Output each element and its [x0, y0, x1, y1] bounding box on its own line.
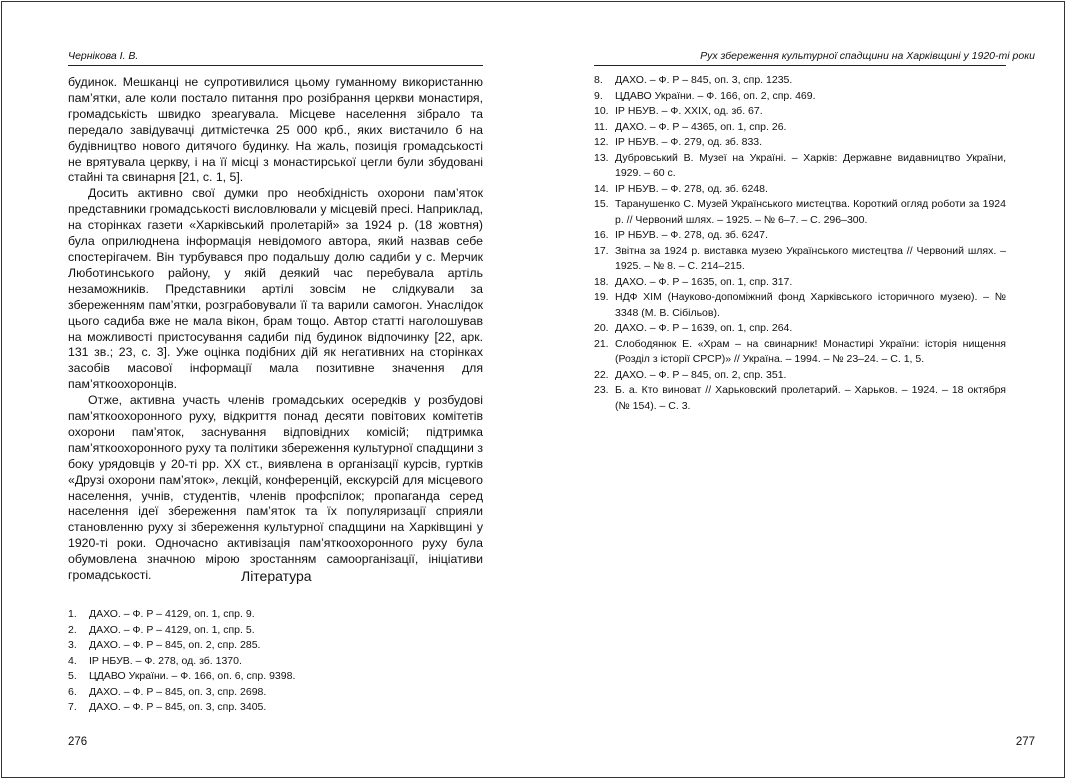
reference-text: ДАХО. – Ф. Р – 1635, оп. 1, спр. 317.: [615, 275, 793, 288]
reference-text: ЦДАВО України. – Ф. 166, оп. 6, спр. 9398.: [89, 670, 296, 682]
reference-item: [594, 337, 1006, 368]
reference-list-left: [68, 607, 483, 716]
reference-text: ДАХО. – Ф. Р – 845, оп. 3, спр. 3405.: [89, 701, 267, 713]
reference-item: [594, 73, 1006, 89]
reference-list-right: [594, 73, 1006, 414]
reference-number: 1.: [68, 608, 77, 620]
reference-text: ІР НБУВ. – Ф. 278, од. зб. 1370.: [89, 654, 242, 667]
reference-text: ДАХО. – Ф. Р – 4365, оп. 1, спр. 26.: [615, 120, 787, 133]
reference-item: [68, 623, 483, 639]
reference-number: 13.: [594, 151, 609, 164]
reference-item: [594, 368, 1006, 384]
reference-number: 11.: [594, 120, 608, 133]
reference-item: [594, 89, 1006, 105]
reference-text: НДФ ХІМ (Науково-допоміжний фонд Харківського історичного музею). – № 3348 (М. В. Сібільов).: [615, 291, 1006, 319]
running-head-right: Рух збереження культурної спадщини на Харківщині у 1920-ті роки: [700, 50, 1035, 62]
reference-number: 14.: [594, 182, 609, 195]
reference-number: 8.: [594, 74, 603, 86]
reference-number: 15.: [594, 198, 609, 210]
reference-number: 16.: [594, 229, 609, 241]
reference-number: 7.: [68, 701, 77, 713]
reference-item: [594, 275, 1006, 291]
reference-item: [594, 228, 1006, 244]
header-rule-left: [68, 65, 483, 66]
reference-number: 22.: [594, 368, 609, 381]
literature-heading: Література: [241, 568, 312, 584]
reference-number: 17.: [594, 244, 609, 257]
reference-number: 12.: [594, 136, 609, 148]
reference-text: ІР НБУВ. – Ф. 278, од. зб. 6247.: [615, 229, 768, 241]
reference-number: 23.: [594, 384, 609, 396]
reference-item: [594, 120, 1006, 136]
reference-text: ДАХО. – Ф. Р – 4129, оп. 1, спр. 9.: [89, 608, 255, 620]
left-page: [2, 2, 534, 777]
reference-item: [68, 685, 483, 701]
reference-text: ДАХО. – Ф. Р – 845, оп. 3, спр. 1235.: [615, 74, 793, 86]
reference-number: 18.: [594, 275, 609, 288]
reference-number: 4.: [68, 654, 77, 667]
reference-item: [594, 321, 1006, 337]
running-head-left: Чернікова І. В.: [68, 50, 139, 62]
reference-item: [594, 244, 1006, 275]
right-page: [534, 2, 1066, 777]
reference-item: [68, 638, 483, 654]
reference-number: 6.: [68, 685, 77, 698]
reference-number: 21.: [594, 337, 609, 350]
reference-text: Таранушенко С. Музей Українського мистецтва. Короткий огляд роботи за 1924 р. // Червоний шлях. – 1925. – № 6–7. – С. 296–300.: [615, 198, 1006, 226]
reference-text: ІР НБУВ. – Ф. 279, од. зб. 833.: [615, 136, 763, 148]
reference-item: [594, 151, 1006, 182]
reference-item: [594, 383, 1006, 414]
reference-text: ІР НБУВ. – Ф. 278, од. зб. 6248.: [615, 182, 768, 195]
paragraph: Отже, активна участь членів громадських осередків у розбудові пам’яткоохоронного руху, відкриття понад десяти повітових комітетів охорони пам’яток, заснування відповідних комісій; підтримка пам’яткоохоронного руху та політики збереження культурної спадщини з боку урядовців у 20-ті рр. XX ст., виявлена в організації курсів, гуртків «Друзі охорони пам’яток», лекцій, конференцій, екскурсій для місцевого населення, учнів, студентів, членів профспілок; пропаганда серед населення ідеї збереження пам’яток та їх популяризації сприяли становленню руху зі збереження культурної спадщини на Харківщині у 1920-ті роки. Одночасно активізація пам’яткоохоронного руху була обумовлена значною мірою зростанням самоорганізації, ініціативи громадськості.: [68, 393, 483, 583]
header-rule-right: [594, 65, 1006, 66]
reference-number: 3.: [68, 639, 77, 651]
paragraph: Досить активно свої думки про необхідність охорони пам’яток представники громадськості висловлювали у місцевій пресі. Наприклад, на сторінках газети «Харківський пролетарій» за 1924 р. (18 жовтня) була оприлюднена інформація невідомого автора, який назвав себе спостерігачем. Він турбувався про подальшу долю садиби у с. Мерчик Люботинського району, у якій деякий час перебувала артіль незаможників. Представники артілі зовсім не слідкували за збереженням пам’ятки, розграбовували її та варили самогон. Унаслідок цього садиба вже не мала вікон, брам тощо. Автор статті наголошував на можливості пристосування садиби під будинок відпочинку [22, арк. 131 зв.; 23, с. 3]. Уже оцінка подібних дій як негативних на сторінках засобів масової інформації мала позитивне значення для пам’яткоохоронців.: [68, 186, 483, 392]
reference-text: ДАХО. – Ф. Р – 845, оп. 2, спр. 351.: [615, 368, 787, 381]
reference-number: 2.: [68, 623, 77, 636]
reference-item: [68, 654, 483, 670]
reference-text: Б. а. Кто виноват // Харьковский пролетарий. – Харьков. – 1924. – 18 октября (№ 154). – С. 3.: [615, 384, 1006, 412]
reference-item: [594, 104, 1006, 120]
reference-text: ДАХО. – Ф. Р – 845, оп. 2, спр. 285.: [89, 639, 261, 651]
reference-item: [594, 135, 1006, 151]
reference-text: ДАХО. – Ф. Р – 4129, оп. 1, спр. 5.: [89, 623, 255, 636]
reference-text: ДАХО. – Ф. Р – 1639, оп. 1, спр. 264.: [615, 322, 793, 334]
reference-text: Слободянюк Е. «Храм – на свинарник! Монастирі України: історія нищення (Розділ з історії СРСР)» // Україна. – 1994. – № 23–24. – С. 1, 5.: [615, 337, 1006, 365]
body-text: [68, 75, 483, 584]
reference-number: 19.: [594, 291, 609, 303]
page-number-left: 276: [68, 736, 88, 748]
reference-item: [68, 700, 483, 716]
reference-item: [68, 607, 483, 623]
reference-item: [594, 290, 1006, 321]
reference-item: [68, 669, 483, 685]
reference-text: ІР НБУВ. – Ф. XXIX, од. зб. 67.: [615, 105, 763, 117]
reference-number: 5.: [68, 670, 77, 682]
reference-item: [594, 182, 1006, 198]
reference-number: 10.: [594, 105, 609, 117]
page-number-right: 277: [1015, 736, 1035, 748]
paragraph: будинок. Мешканці не супротивилися цьому гуманному використанню пам’ятки, але коли постало питання про розібрання церкви монастиря, громадськість швидко зреагувала. Місцеве населення зібрало та передало завідувачці дитмістечка 25 000 крб., яких вистачило б на будівництво нового дитячого будинку. На жаль, позиція громадськості не врятувала церкву, і на її місці з монастирської цегли були збудовані стайні та свинарня [21, с. 1, 5].: [68, 75, 483, 185]
reference-text: ДАХО. – Ф. Р – 845, оп. 3, спр. 2698.: [89, 685, 267, 698]
book-spread: [1, 1, 1065, 778]
reference-text: ЦДАВО України. – Ф. 166, оп. 2, спр. 469.: [615, 89, 816, 102]
reference-text: Дубровський В. Музеї на Україні. – Харків: Державне видавництво України, 1929. – 60 с.: [615, 151, 1006, 179]
reference-number: 20.: [594, 322, 609, 334]
reference-item: [594, 197, 1006, 228]
reference-text: Звітна за 1924 р. виставка музею Українського мистецтва // Червоний шлях. – 1925. – № 8. – С. 214–215.: [615, 244, 1006, 272]
reference-number: 9.: [594, 89, 603, 102]
